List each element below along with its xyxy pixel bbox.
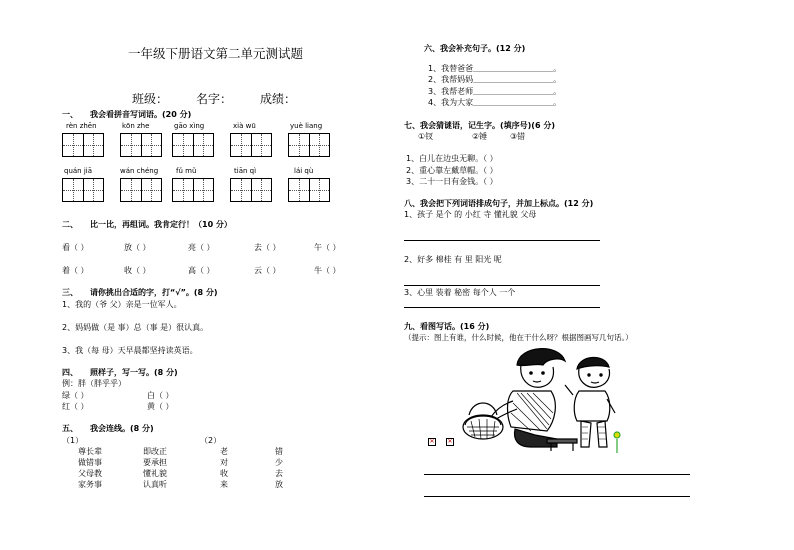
writing-grid[interactable] xyxy=(172,178,214,202)
q3-number: 三、 xyxy=(62,288,78,297)
q5-group1-label: （1） xyxy=(62,436,84,445)
q7-option: ②锤 xyxy=(472,132,488,141)
match-item[interactable]: 放 xyxy=(275,480,283,489)
word-pair: 高（ ） xyxy=(188,266,215,275)
class-field-label: 班级： xyxy=(132,92,169,106)
q4-number: 四、 xyxy=(62,368,78,377)
q8-item: 3、心里 装着 秘密 每个人 一个 xyxy=(404,288,516,297)
word-pair: 牛（ ） xyxy=(314,266,341,275)
match-item[interactable]: 父母教 xyxy=(78,469,102,478)
answer-line[interactable] xyxy=(424,496,690,497)
q7-item[interactable]: 3、二十一日有金钱。（ ） xyxy=(406,177,498,186)
match-item[interactable]: 对 xyxy=(220,458,228,467)
word-pair: 亮（ ） xyxy=(188,243,215,252)
q4-item: 红（ ） xyxy=(62,402,89,411)
q6-item[interactable]: 1、我替爸爸＿＿＿＿＿＿＿＿＿＿。 xyxy=(428,64,562,73)
q8-item: 2、好多 棉桂 有 里 阳光 呢 xyxy=(404,255,502,264)
q4-item: 黄（ ） xyxy=(147,402,174,411)
writing-grid[interactable] xyxy=(230,178,272,202)
q1-number: 一、 xyxy=(62,110,78,119)
writing-grid[interactable] xyxy=(120,133,162,157)
pinyin-label: xià wū xyxy=(233,122,256,130)
word-pair: 放（ ） xyxy=(124,243,151,252)
q5-heading: 我会连线。(8 分) xyxy=(90,424,154,433)
q7-heading: 七、我会猜谜语，记生字。(填序号)(6 分) xyxy=(404,121,555,130)
q3-item: 3、我（每 母）天早晨都坚持读英语。 xyxy=(62,346,198,355)
match-item[interactable]: 错 xyxy=(275,447,283,456)
q7-item[interactable]: 1、白儿在边虫无聊。（ ） xyxy=(406,154,498,163)
q6-item[interactable]: 4、我为大家＿＿＿＿＿＿＿＿＿＿。 xyxy=(428,98,562,107)
name-field-label: 名字： xyxy=(196,92,233,106)
writing-grid[interactable] xyxy=(120,178,162,202)
pinyin-label: yuè liang xyxy=(290,122,323,130)
match-item[interactable]: 尊长辈 xyxy=(78,447,102,456)
pinyin-label: kōn zhe xyxy=(122,122,150,130)
father-hair-icon xyxy=(517,349,565,366)
q6-item[interactable]: 2、我帮妈妈＿＿＿＿＿＿＿＿＿＿。 xyxy=(428,75,562,84)
q2-number: 二、 xyxy=(62,220,78,229)
q7-item[interactable]: 2、重心靠左戴草帽。（ ） xyxy=(406,166,498,175)
answer-line[interactable] xyxy=(424,474,690,475)
q6-heading: 六、我会补充句子。(12 分) xyxy=(424,44,526,53)
match-item[interactable]: 即改正 xyxy=(143,447,167,456)
flower-icon xyxy=(614,432,620,438)
match-item[interactable]: 去 xyxy=(275,469,283,478)
writing-grid[interactable] xyxy=(230,133,272,157)
pinyin-label: wán chéng xyxy=(120,167,159,175)
q5-group2-label: （2） xyxy=(200,436,222,445)
writing-grid[interactable] xyxy=(288,133,330,157)
q4-item: 绿（ ） xyxy=(62,391,89,400)
word-pair: 着（ ） xyxy=(62,266,89,275)
q5-number: 五、 xyxy=(62,424,78,433)
q6-item[interactable]: 3、我帮老师＿＿＿＿＿＿＿＿＿＿。 xyxy=(428,87,562,96)
pinyin-label: quán jiā xyxy=(64,167,93,175)
answer-line[interactable] xyxy=(404,240,600,241)
q7-option: ③错 xyxy=(510,132,526,141)
match-item[interactable]: 懂礼貌 xyxy=(143,469,167,478)
q9-hint: （提示：图上有谁，什么时候，他在干什么呀？根据图画写几句话。） xyxy=(404,333,633,342)
word-pair: 看（ ） xyxy=(62,243,89,252)
page-title: 一年级下册语文第二单元测试题 xyxy=(128,46,304,61)
pinyin-label: fǔ mǔ xyxy=(176,167,197,175)
q2-heading: 比一比，再组词。我肯定行！（10 分） xyxy=(90,220,232,229)
q3-item: 2、妈妈做（是 事）总（事 是）很认真。 xyxy=(62,323,209,332)
match-item[interactable]: 做错事 xyxy=(78,458,102,467)
pinyin-label: rèn zhēn xyxy=(66,122,97,130)
q3-item: 1、我的（爷 父）亲是一位军人。 xyxy=(62,300,182,309)
writing-grid[interactable] xyxy=(62,178,104,202)
q8-item: 1、孩子 是个 的 小红 寺 懂礼貌 父母 xyxy=(404,210,537,219)
writing-grid[interactable] xyxy=(172,133,214,157)
pinyin-label: lái qù xyxy=(294,167,314,175)
answer-line[interactable] xyxy=(404,285,600,286)
boy-hair-icon xyxy=(577,357,609,369)
q4-item: 白（ ） xyxy=(147,391,174,400)
match-item[interactable]: 要承担 xyxy=(143,458,167,467)
word-pair: 去（ ） xyxy=(254,243,281,252)
score-field-label: 成绩： xyxy=(260,92,297,106)
q7-option: ①钗 xyxy=(418,132,434,141)
writing-grid[interactable] xyxy=(62,133,104,157)
writing-grid[interactable] xyxy=(288,178,330,202)
q4-heading: 照样子，写一写。(8 分) xyxy=(90,368,178,377)
checkbox-icon: ✕ xyxy=(429,438,435,445)
q3-heading: 请你挑出合适的字，打“√”。(8 分) xyxy=(90,288,218,297)
pinyin-label: tiān qì xyxy=(234,167,257,175)
word-pair: 云（ ） xyxy=(254,266,281,275)
match-item[interactable]: 家务事 xyxy=(78,480,102,489)
match-item[interactable]: 老 xyxy=(220,447,228,456)
match-item[interactable]: 少 xyxy=(275,458,283,467)
word-pair: 午（ ） xyxy=(314,243,341,252)
word-pair: 收（ ） xyxy=(124,266,151,275)
q9-heading: 九、看图写话。(16 分) xyxy=(404,322,490,331)
match-item[interactable]: 来 xyxy=(220,480,228,489)
checkbox-icon: ✕ xyxy=(447,438,453,445)
q4-example: 例：胖（胖乎乎） xyxy=(62,379,126,388)
q8-heading: 八、我会把下列词语排成句子，并加上标点。(12 分) xyxy=(404,199,594,208)
pinyin-label: gāo xìng xyxy=(174,122,205,130)
match-item[interactable]: 认真听 xyxy=(143,480,167,489)
illustration-image xyxy=(455,343,630,455)
answer-line[interactable] xyxy=(404,307,600,308)
q1-heading: 我会看拼音写词语。(20 分) xyxy=(90,110,192,119)
match-item[interactable]: 收 xyxy=(220,469,228,478)
